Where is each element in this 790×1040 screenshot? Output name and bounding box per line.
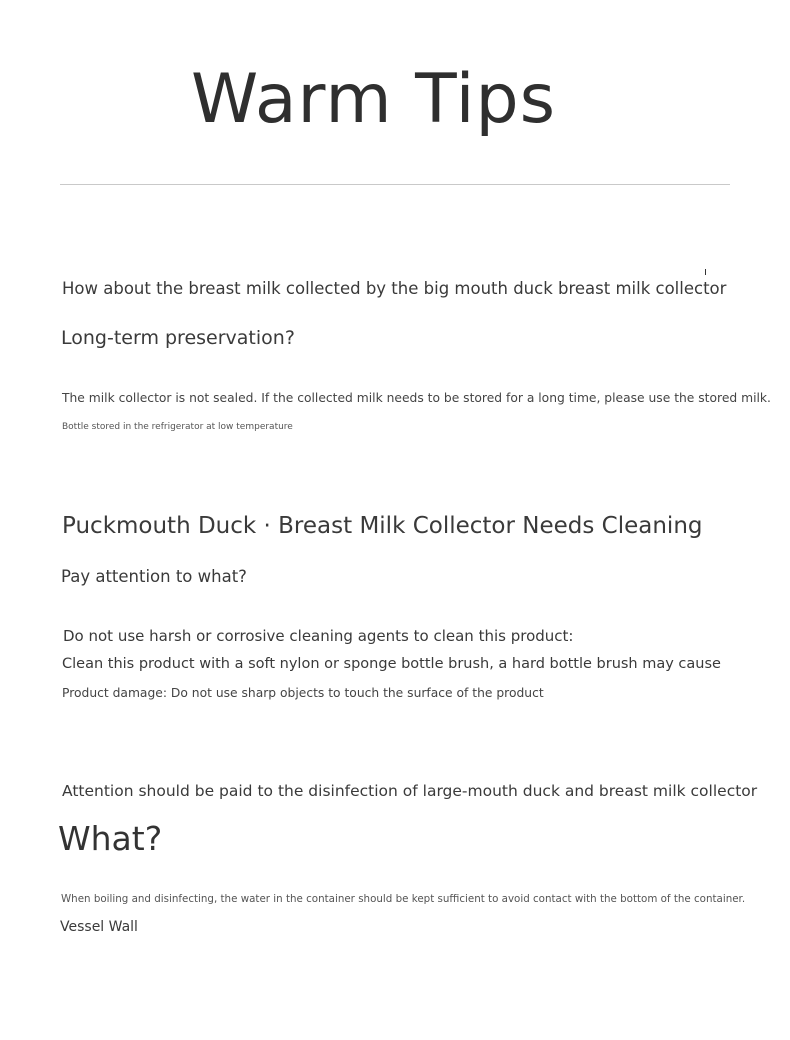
section-answer-text: When boiling and disinfecting, the water in the container should be kept sufficient to avoid contact with the bottom of the container. [61, 893, 746, 905]
section-question-line: How about the breast milk collected by the big mouth duck breast milk collector [62, 279, 727, 298]
section-answer-text: The milk collector is not sealed. If the collected milk needs to be stored for a long time, please use the stored milk. [62, 391, 771, 405]
section-question-line: Pay attention to what? [61, 567, 247, 586]
decorative-tick [705, 269, 706, 275]
section-question-line: What? [58, 819, 163, 858]
section-answer-text: Vessel Wall [60, 919, 138, 935]
section-heading: Puckmouth Duck · Breast Milk Collector Needs Cleaning [62, 513, 703, 539]
section-answer-text: Do not use harsh or corrosive cleaning agents to clean this product: [63, 627, 574, 645]
section-question-line: Long-term preservation? [61, 327, 295, 349]
title-divider [60, 184, 730, 185]
section-answer-text: Product damage: Do not use sharp objects to touch the surface of the product [62, 686, 544, 700]
page-title: Warm Tips [191, 60, 557, 139]
section-answer-text: Clean this product with a soft nylon or sponge bottle brush, a hard bottle brush may cause [62, 656, 721, 672]
section-question-line: Attention should be paid to the disinfection of large-mouth duck and breast milk collector [62, 782, 758, 800]
section-answer-text: Bottle stored in the refrigerator at low temperature [62, 422, 293, 432]
